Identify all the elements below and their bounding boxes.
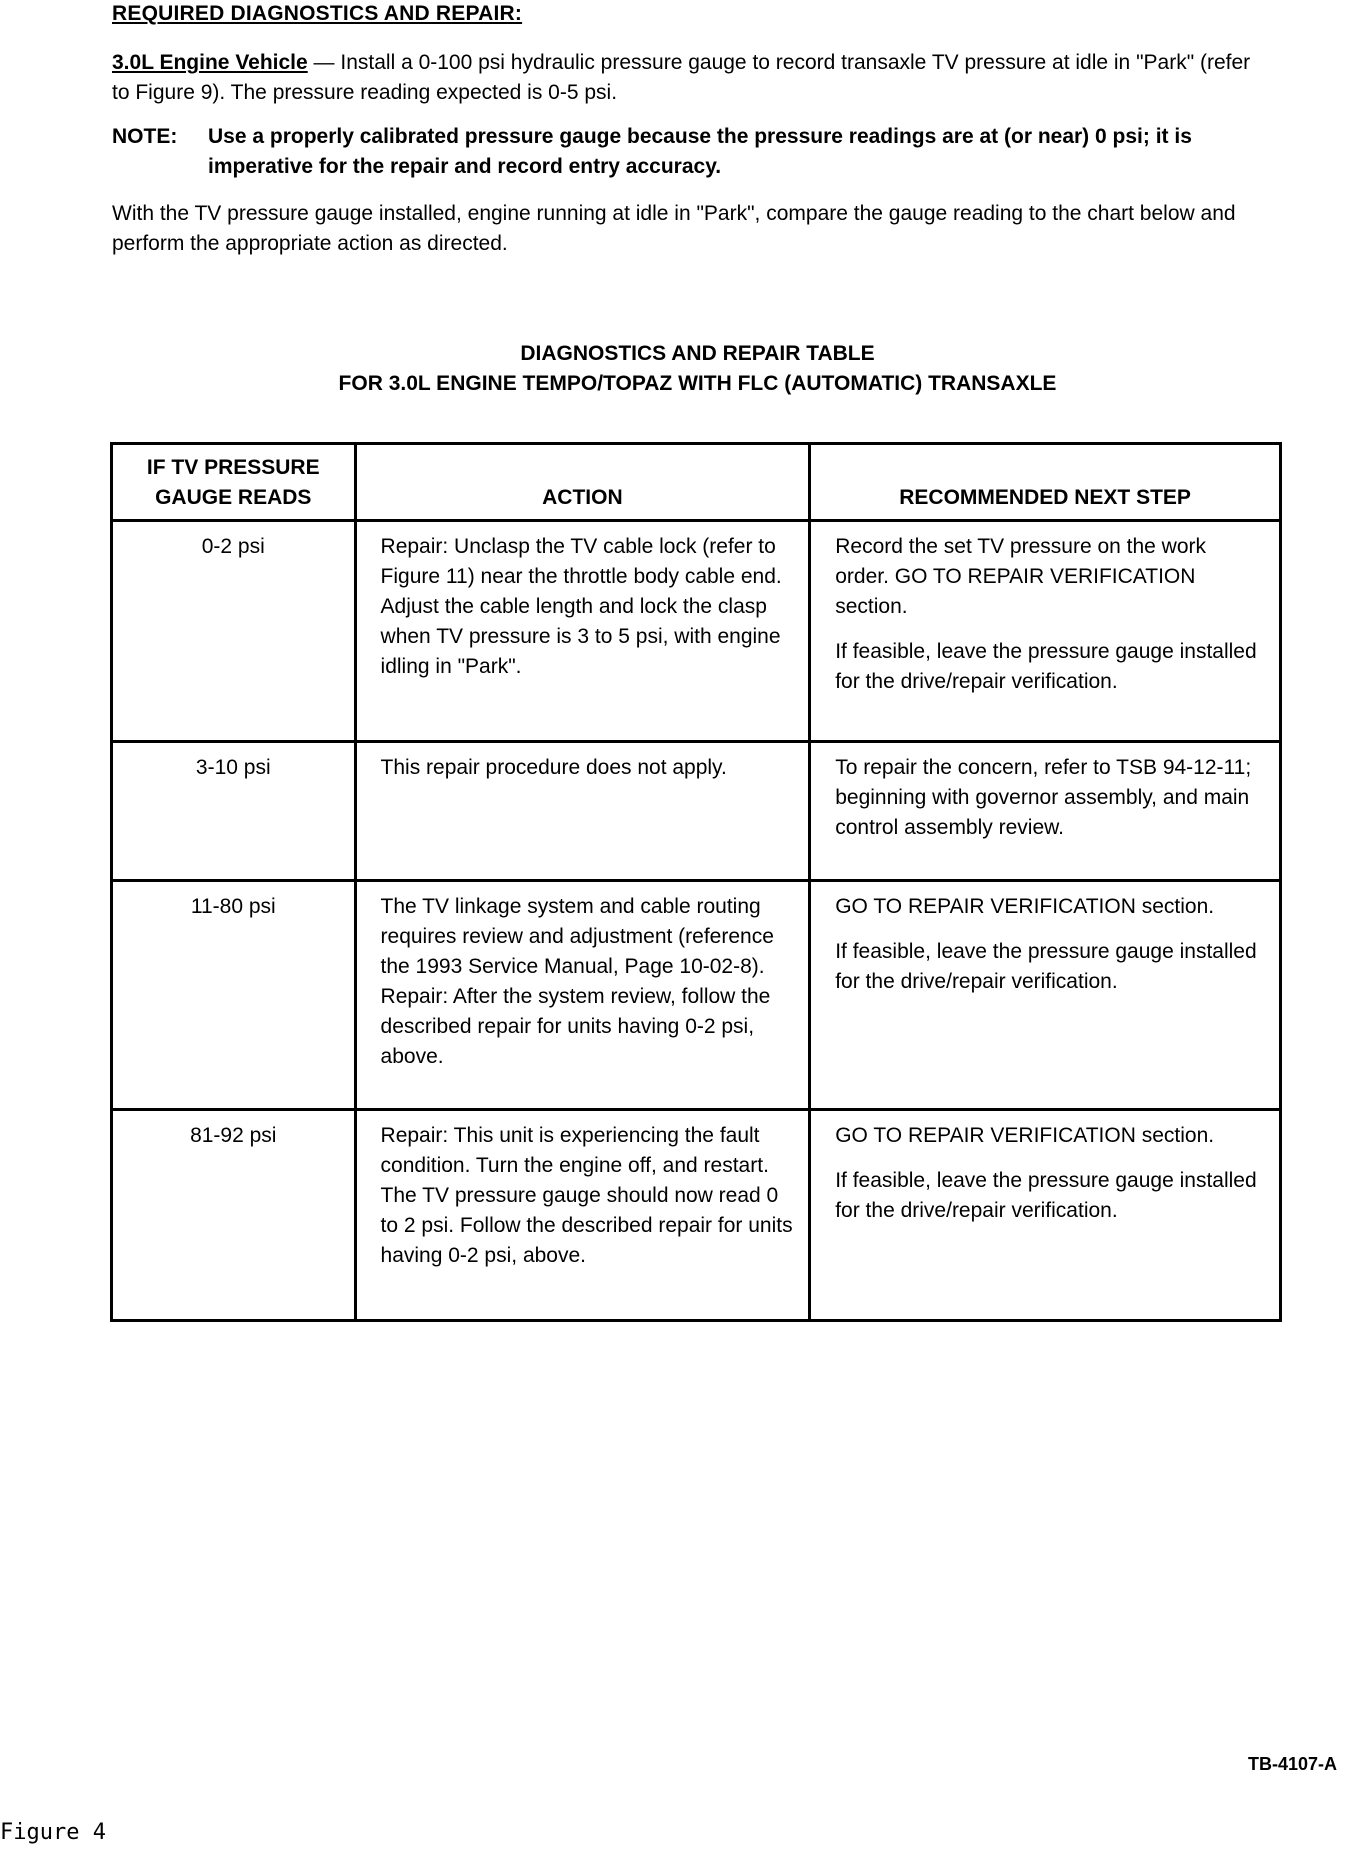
- next-step-cell: [810, 521, 1281, 742]
- header-gauge-reading: IF TV PRESSURE GAUGE READS: [112, 444, 356, 521]
- instruction-paragraph: With the TV pressure gauge installed, engine running at idle in "Park", compare the gauge reading to the chart below and perform the appropriate action as directed.: [112, 202, 1236, 255]
- gauge-reading-cell: 3-10 psi: [112, 742, 356, 881]
- gauge-reading-cell: 81-92 psi: [112, 1110, 356, 1321]
- table-header-row: [112, 444, 1281, 521]
- table-row: [112, 521, 1281, 742]
- next-step-text: GO TO REPAIR VERIFICATION section.: [835, 895, 1215, 918]
- table-row: [112, 1110, 1281, 1321]
- next-step-text: GO TO REPAIR VERIFICATION section.: [835, 1124, 1215, 1147]
- gauge-reading-cell: 11-80 psi: [112, 881, 356, 1110]
- next-step-cell: [810, 881, 1281, 1110]
- action-cell: The TV linkage system and cable routing requires review and adjustment (reference the 1993 Service Manual, Page 10-02-8). Repair: After the system review, follow the described repair for units having 0-2 psi, above.: [355, 881, 810, 1110]
- action-cell: Repair: Unclasp the TV cable lock (refer to Figure 11) near the throttle body cable end. Adjust the cable length and lock the clasp when TV pressure is 3 to 5 psi, with engine idling in "Park".: [355, 521, 810, 742]
- note-text: Use a properly calibrated pressure gauge because the pressure readings are at (or near) 0 psi; it is imperative for the repair and record entry accuracy.: [208, 125, 1192, 178]
- figure-caption: Figure 4: [0, 1820, 106, 1845]
- table-row: [112, 742, 1281, 881]
- note-label: NOTE:: [112, 125, 178, 148]
- next-step-text: If feasible, leave the pressure gauge installed for the drive/repair verification.: [835, 940, 1257, 993]
- diagnostics-table: [110, 442, 1282, 1322]
- next-step-text: To repair the concern, refer to TSB 94-12-11; beginning with governor assembly, and main control assembly review.: [835, 756, 1252, 839]
- next-step-cell: [810, 742, 1281, 881]
- action-cell: This repair procedure does not apply.: [355, 742, 810, 881]
- next-step-text: Record the set TV pressure on the work order. GO TO REPAIR VERIFICATION section.: [835, 535, 1207, 618]
- section-heading: REQUIRED DIAGNOSTICS AND REPAIR:: [112, 2, 523, 25]
- header-next-step: RECOMMENDED NEXT STEP: [810, 444, 1281, 521]
- next-step-text: If feasible, leave the pressure gauge installed for the drive/repair verification.: [835, 1169, 1257, 1222]
- table-title-line2: FOR 3.0L ENGINE TEMPO/TOPAZ WITH FLC (AUTOMATIC) TRANSAXLE: [338, 372, 1057, 395]
- intro-paragraph: [112, 48, 1252, 108]
- next-step-cell: [810, 1110, 1281, 1321]
- next-step-text: If feasible, leave the pressure gauge installed for the drive/repair verification.: [835, 640, 1257, 693]
- table-row: [112, 881, 1281, 1110]
- intro-text: — Install a 0-100 psi hydraulic pressure gauge to record transaxle TV pressure at idle in "Park" (refer to Figure 9). The pressure reading expected is 0-5 psi.: [112, 51, 1251, 104]
- document-id: TB-4107-A: [1248, 1754, 1338, 1774]
- gauge-reading-cell: 0-2 psi: [112, 521, 356, 742]
- action-cell: Repair: This unit is experiencing the fault condition. Turn the engine off, and restart. The TV pressure gauge should now read 0 to 2 psi. Follow the described repair for units having 0-2 psi, above.: [355, 1110, 810, 1321]
- intro-lead: 3.0L Engine Vehicle: [112, 51, 308, 74]
- header-action: ACTION: [355, 444, 810, 521]
- table-title-line1: DIAGNOSTICS AND REPAIR TABLE: [520, 342, 875, 365]
- note-block: [112, 122, 1252, 182]
